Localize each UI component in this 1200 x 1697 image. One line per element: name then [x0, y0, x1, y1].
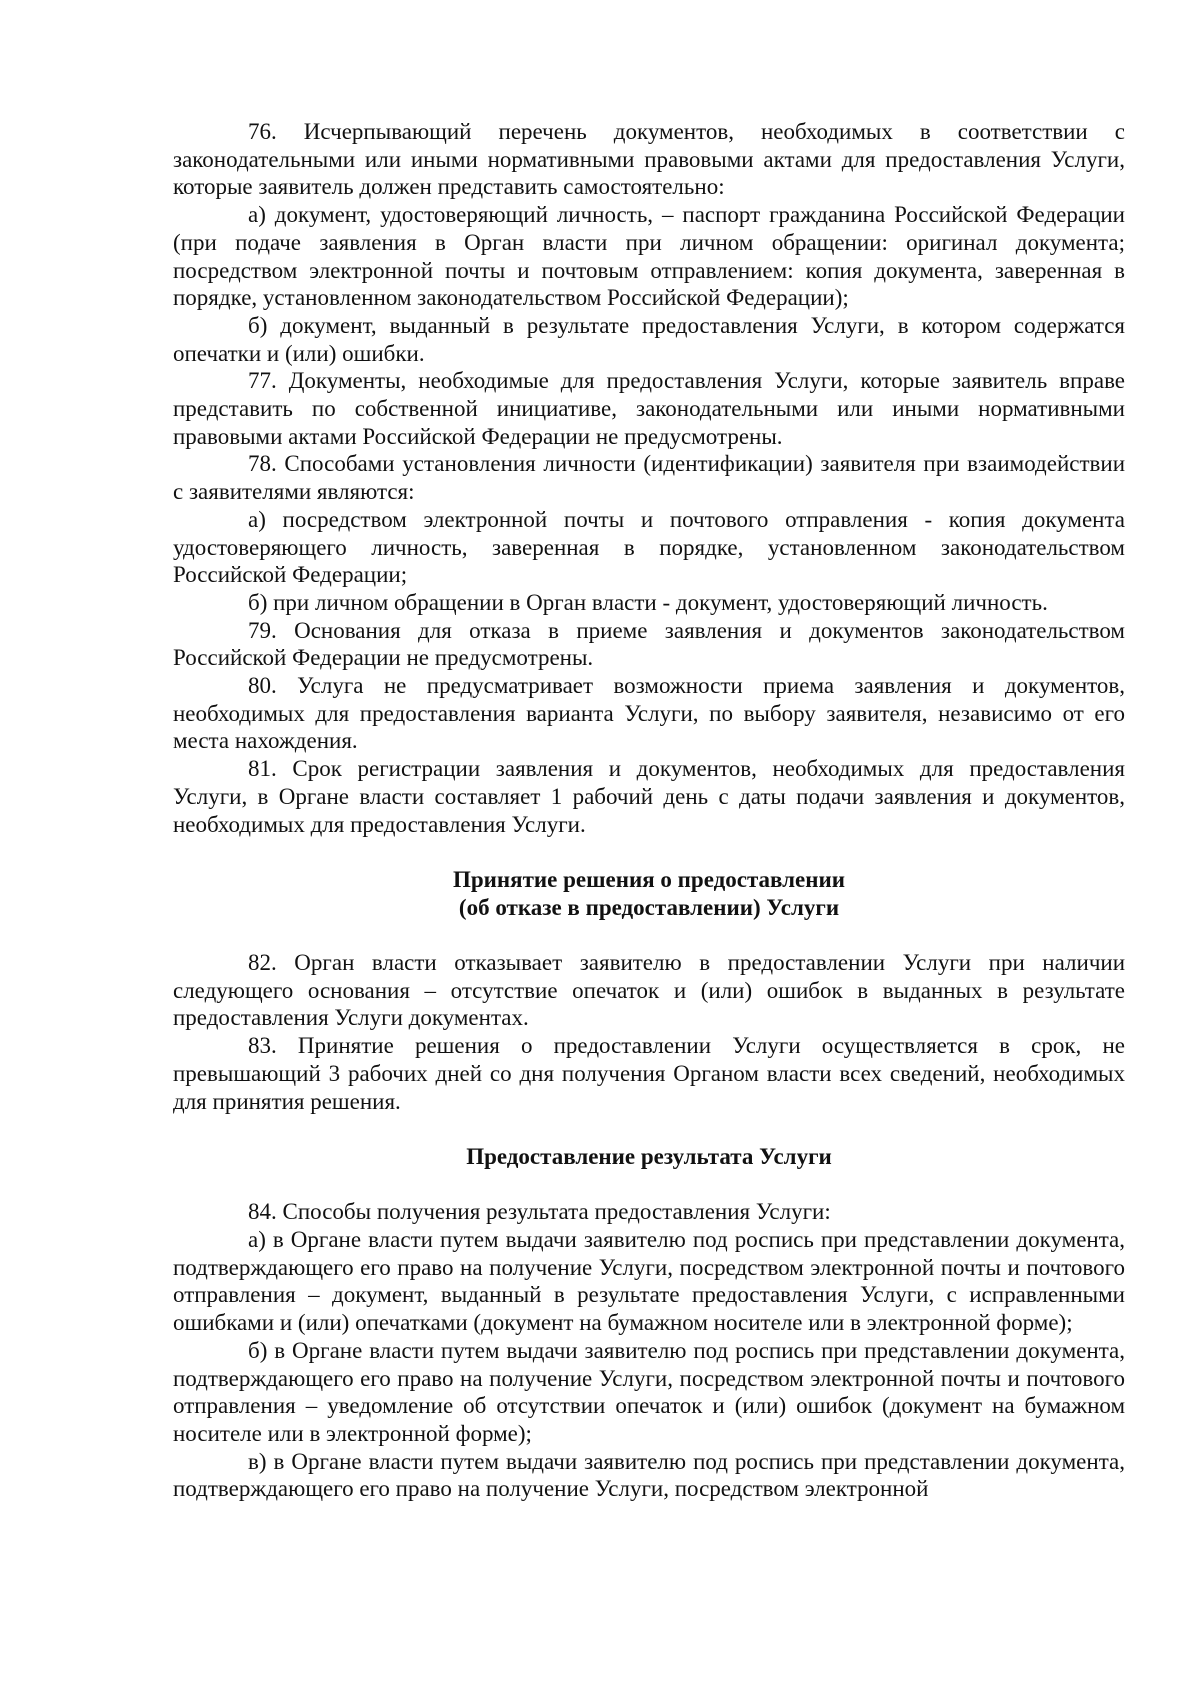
section-heading-result: Предоставление результата Услуги [466, 1143, 832, 1169]
spacer [173, 1115, 1125, 1143]
paragraph-76-a: а) документ, удостоверяющий личность, – паспорт гражданина Российской Федерации (при подаче заявления в Орган власти при личном обращении: оригинал документа; посредством электронной почты и почтовым отправлением: копия документа, заверенная в порядке, установленном законодательством Российской Федерации); [173, 202, 1125, 311]
paragraph-79: 79. Основания для отказа в приеме заявления и документов законодательством Российской Федерации не предусмотрены. [173, 617, 1125, 671]
document-page [173, 118, 1125, 1503]
paragraph-83: 83. Принятие решения о предоставлении Услуги осуществляется в срок, не превышающий 3 рабочих дней со дня получения Органом власти всех сведений, необходимых для принятия решения. [173, 1033, 1125, 1114]
section-heading-decision-line1: Принятие решения о предоставлении [452, 866, 846, 892]
paragraph-76-b: б) документ, выданный в результате предоставления Услуги, в котором содержатся опечатки и (или) ошибки. [173, 312, 1125, 366]
paragraph-82: 82. Орган власти отказывает заявителю в предоставлении Услуги при наличии следующего основания – отсутствие опечаток и (или) ошибок в выданных в результате предоставления Услуги документах. [173, 950, 1125, 1031]
paragraph-80: 80. Услуга не предусматривает возможности приема заявления и документов, необходимых для предоставления варианта Услуги, по выбору заявителя, независимо от его места нахождения. [173, 673, 1125, 754]
spacer [173, 921, 1125, 949]
spacer [173, 1171, 1125, 1199]
section-heading-decision-line2: (об отказе в предоставлении) Услуги [458, 894, 840, 920]
paragraph-81: 81. Срок регистрации заявления и документов, необходимых для предоставления Услуги, в Органе власти составляет 1 рабочий день с даты подачи заявления и документов, необходимых для предоставления Услуги. [173, 756, 1125, 837]
paragraph-84-b: б) в Органе власти путем выдачи заявителю под роспись при представлении документа, подтверждающего его право на получение Услуги, посредством электронной почты и почтового отправления – уведомление об отсутствии опечаток и (или) ошибок (документ на бумажном носителе или в электронной форме); [173, 1337, 1125, 1446]
paragraph-78: 78. Способами установления личности (идентификации) заявителя при взаимодействии с заявителями являются: [173, 451, 1125, 505]
section-heading-decision [173, 866, 1125, 921]
paragraph-76: 76. Исчерпывающий перечень документов, необходимых в соответствии с законодательными или иными нормативными правовыми актами для предоставления Услуги, которые заявитель должен представить самостоятельно: [173, 119, 1125, 200]
paragraph-78-a: а) посредством электронной почты и почтового отправления - копия документа удостоверяющего личность, заверенная в порядке, установленном законодательством Российской Федерации; [173, 506, 1125, 588]
paragraph-77: 77. Документы, необходимые для предоставления Услуги, которые заявитель вправе представить по собственной инициативе, законодательными или иными нормативными правовыми актами Российской Федерации не предусмотрены. [173, 368, 1125, 449]
paragraph-78-b: б) при личном обращении в Орган власти - документ, удостоверяющий личность. [248, 589, 1048, 615]
paragraph-84: 84. Способы получения результата предоставления Услуги: [248, 1199, 831, 1225]
spacer [173, 838, 1125, 866]
paragraph-84-a: а) в Органе власти путем выдачи заявителю под роспись при представлении документа, подтверждающего его право на получение Услуги, посредством электронной почты и почтового отправления – документ, выданный в результате предоставления Услуги, с исправленными ошибками и (или) опечатками (документ на бумажном носителе или в электронной форме); [173, 1227, 1125, 1336]
paragraph-84-c: в) в Органе власти путем выдачи заявителю под роспись при представлении документа, подтверждающего его право на получение Услуги, посредством электронной [173, 1448, 1125, 1502]
